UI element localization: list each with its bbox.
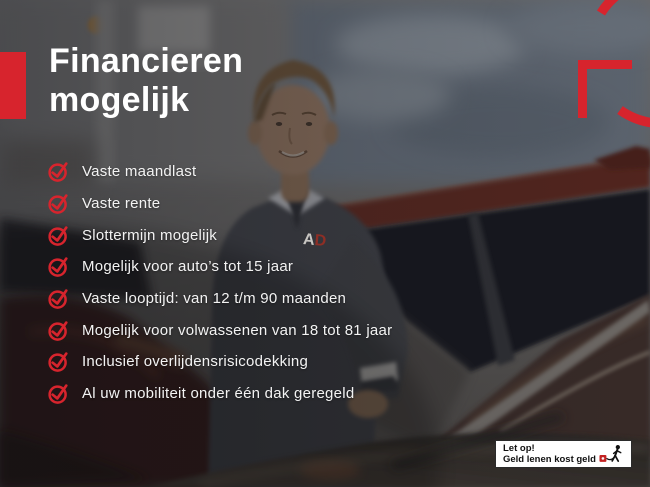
credit-warning-badge <box>495 440 632 468</box>
checklist-item <box>47 314 392 346</box>
checklist-item <box>47 378 392 410</box>
person-dragging-weight-icon <box>599 444 624 464</box>
check-circle-icon <box>47 255 70 278</box>
warning-line2: Geld lenen kost geld <box>503 454 596 465</box>
check-circle-icon <box>47 160 70 183</box>
checklist-item-label: Vaste maandlast <box>82 163 197 181</box>
checklist-item <box>47 283 392 315</box>
check-circle-icon <box>47 287 70 310</box>
checklist-item-label: Slottermijn mogelijk <box>82 226 218 244</box>
checklist-item-label: Al uw mobiliteit onder één dak geregeld <box>82 385 355 403</box>
checklist-item-label: Mogelijk voor volwassenen van 18 tot 81 jaar <box>82 321 393 339</box>
check-circle-icon <box>47 382 70 405</box>
dealer-ring-logo <box>528 0 650 140</box>
checklist-item-label: Inclusief overlijdensrisicodekking <box>82 353 309 371</box>
title-line1: Financieren <box>49 42 244 80</box>
checklist-item <box>47 219 392 251</box>
warning-line1: Let op! <box>503 442 535 454</box>
checklist-item <box>47 156 392 188</box>
checklist-item <box>47 346 392 378</box>
red-accent-square <box>0 52 26 119</box>
check-circle-icon <box>47 350 70 373</box>
check-circle-icon <box>47 192 70 215</box>
checklist-item <box>47 188 392 220</box>
check-circle-icon <box>47 319 70 342</box>
checklist-item-label: Vaste looptijd: van 12 t/m 90 maanden <box>82 290 347 308</box>
title-line2: mogelijk <box>49 81 190 119</box>
sweater-logo-letter-a: A <box>302 231 316 249</box>
sweater-logo-letter-d: D <box>313 232 327 250</box>
checklist-item-label: Mogelijk voor auto’s tot 15 jaar <box>82 258 294 276</box>
benefits-checklist <box>47 156 392 410</box>
checklist-item <box>47 251 392 283</box>
credit-warning-text <box>503 443 596 466</box>
check-circle-icon <box>47 224 70 247</box>
page-title <box>49 42 243 120</box>
checklist-item-label: Vaste rente <box>82 195 161 213</box>
